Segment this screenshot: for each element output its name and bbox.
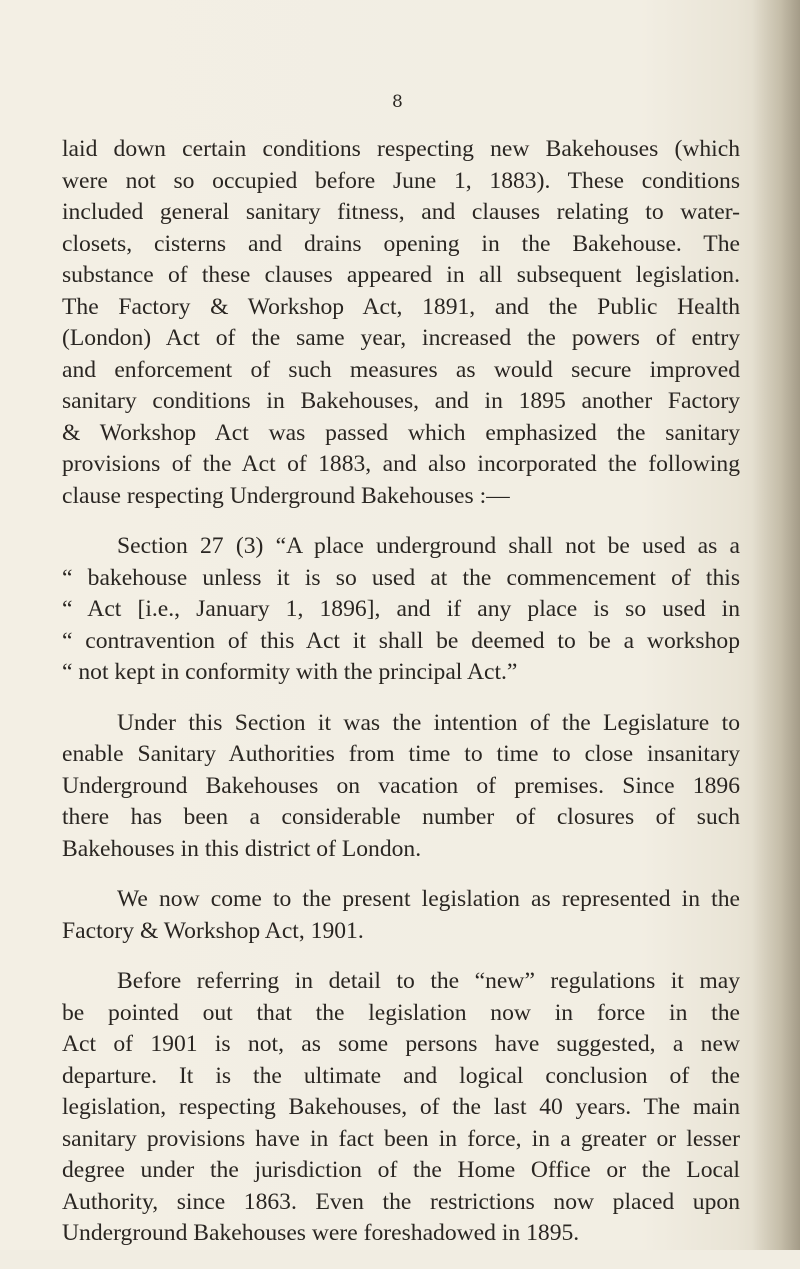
text-line: Under this Section it was the intention of the Legislature to <box>117 709 740 736</box>
text-line: degree under the jurisdiction of the Home Office or the Local <box>62 1157 740 1183</box>
text-line: substance of these clauses appeared in all subsequent legislation. <box>62 262 740 288</box>
text-line: included general sanitary fitness, and clauses relating to water- <box>62 199 740 225</box>
text-line: sanitary provisions have in fact been in force, in a greater or lesser <box>62 1125 740 1152</box>
paragraph-section-intent <box>62 708 740 866</box>
text-line: clause respecting Underground Bakehouses :— <box>62 482 510 509</box>
text-line: “ not kept in conformity with the principal Act.” <box>62 659 518 685</box>
text-line: and enforcement of such measures as would secure improved <box>62 356 740 383</box>
text-line: Before referring in detail to the “new” regulations it may <box>117 968 740 994</box>
page-number: 8 <box>392 92 404 112</box>
text-line: Act of 1901 is not, as some persons have suggested, a new <box>62 1031 740 1057</box>
text-line: laid down certain conditions respecting new Bakehouses (which <box>62 136 740 162</box>
text-line: “ contravention of this Act it shall be deemed to be a workshop <box>62 627 740 654</box>
paragraph-present-legislation <box>62 884 740 947</box>
text-line: Underground Bakehouses on vacation of premises. Since 1896 <box>62 772 740 799</box>
text-line: Section 27 (3) “A place underground shall not be used as a <box>117 533 740 559</box>
text-line: Factory & Workshop Act, 1901. <box>62 917 364 944</box>
text-line: “ Act [i.e., January 1, 1896], and if any place is so used in <box>62 596 740 622</box>
text-line: (London) Act of the same year, increased the powers of entry <box>62 325 740 351</box>
text-line: Authority, since 1863. Even the restrictions now placed upon <box>62 1188 740 1215</box>
quoted-section-27 <box>62 531 740 689</box>
text-line: provisions of the Act of 1883, and also incorporated the following <box>62 451 740 477</box>
text-line: sanitary conditions in Bakehouses, and in 1895 another Factory <box>62 388 740 414</box>
text-line: legislation, respecting Bakehouses, of the last 40 years. The main <box>62 1094 740 1120</box>
text-line: The Factory & Workshop Act, 1891, and the Public Health <box>62 293 740 320</box>
text-line: closets, cisterns and drains opening in the Bakehouse. The <box>62 230 740 257</box>
page-edge-shadow <box>752 0 800 1250</box>
text-line: were not so occupied before June 1, 1883). These conditions <box>62 167 740 194</box>
text-line: enable Sanitary Authorities from time to time to close insanitary <box>62 741 740 767</box>
paragraph-history <box>62 134 740 512</box>
text-line: departure. It is the ultimate and logical conclusion of the <box>62 1062 740 1089</box>
text-line: & Workshop Act was passed which emphasized the sanitary <box>62 419 740 446</box>
text-line: “ bakehouse unless it is so used at the commencement of this <box>62 564 740 591</box>
text-line: Bakehouses in this district of London. <box>62 835 422 862</box>
text-line: there has been a considerable number of closures of such <box>62 804 740 830</box>
paragraph-new-regulations <box>62 966 740 1250</box>
text-line: be pointed out that the legislation now in force in the <box>62 999 740 1026</box>
text-line: Underground Bakehouses were foreshadowed in 1895. <box>62 1220 580 1246</box>
body-text <box>62 134 740 1269</box>
text-line: We now come to the present legislation as represented in the <box>117 886 740 912</box>
